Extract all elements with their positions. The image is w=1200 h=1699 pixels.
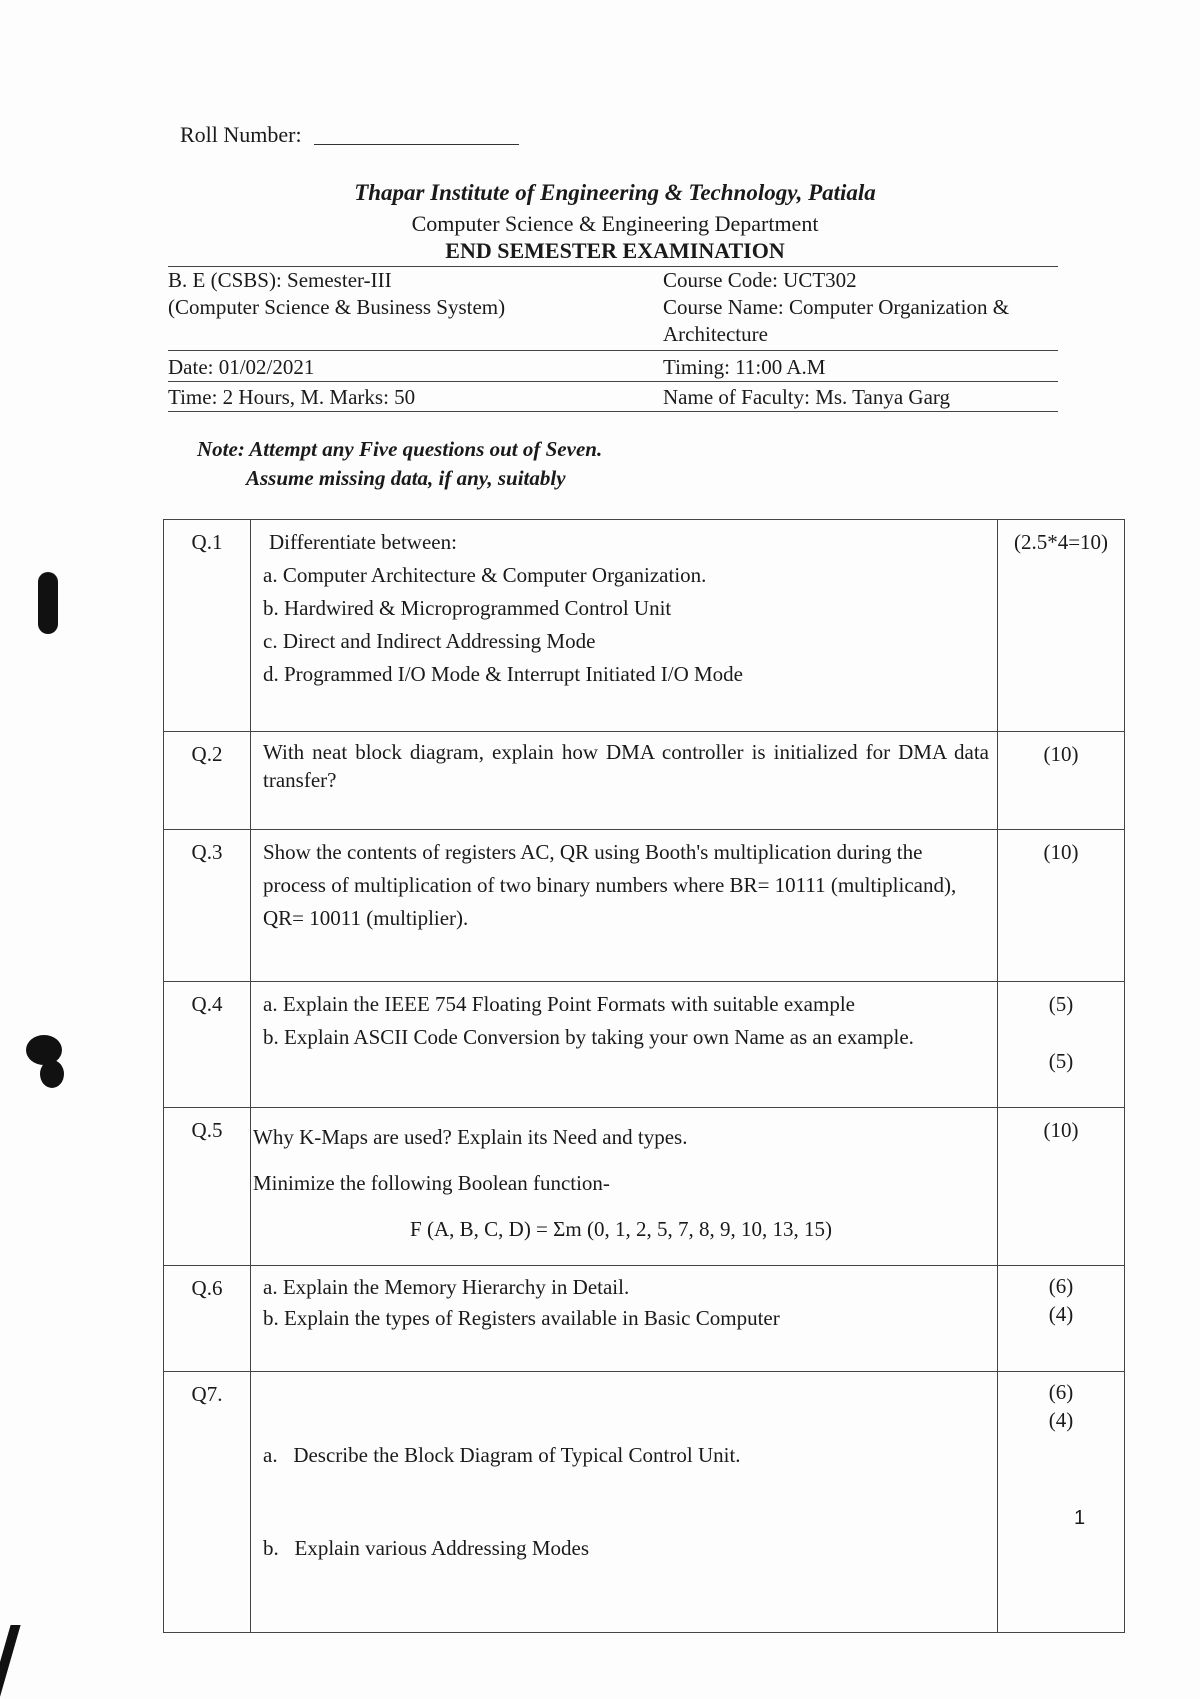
question-row xyxy=(164,1372,1125,1633)
roll-number-label: Roll Number: xyxy=(180,122,302,147)
question-text xyxy=(251,732,998,830)
institute-name: Thapar Institute of Engineering & Technology, Patiala xyxy=(354,180,876,205)
question-line: c. Direct and Indirect Addressing Mode xyxy=(263,629,596,653)
question-number: Q.6 xyxy=(164,1266,251,1372)
roll-number-field xyxy=(180,122,519,148)
scan-smudge xyxy=(38,572,58,634)
questions-table xyxy=(163,519,1125,1633)
question-line: b. Explain various Addressing Modes xyxy=(263,1536,590,1560)
question-marks xyxy=(998,1266,1125,1372)
scan-smudge xyxy=(40,1060,64,1088)
question-line: d. Programmed I/O Mode & Interrupt Initiated I/O Mode xyxy=(263,662,743,686)
question-marks: (10) xyxy=(998,732,1125,830)
marks-part-b: (5) xyxy=(1048,1049,1074,1073)
question-text xyxy=(251,520,998,732)
course-code: Course Code: UCT302 xyxy=(663,267,1058,295)
question-text xyxy=(251,830,998,982)
time-and-marks: Time: 2 Hours, M. Marks: 50 xyxy=(168,382,663,412)
question-number: Q.3 xyxy=(164,830,251,982)
exam-date: Date: 01/02/2021 xyxy=(168,351,663,382)
question-number: Q.4 xyxy=(164,982,251,1108)
question-line: Why K-Maps are used? Explain its Need and types. xyxy=(253,1125,688,1149)
boolean-function: F (A, B, C, D) = Σm (0, 1, 2, 5, 7, 8, 9, 10, 13, 15) xyxy=(410,1217,832,1241)
question-line: a. Computer Architecture & Computer Organization. xyxy=(263,563,707,587)
question-number: Q.2 xyxy=(164,732,251,830)
question-line: b. Explain the types of Registers available in Basic Computer xyxy=(263,1306,780,1330)
marks-part-b: (4) xyxy=(1048,1302,1074,1326)
page-number: 1 xyxy=(1074,1507,1086,1529)
question-row xyxy=(164,732,1125,830)
question-line: b. Explain ASCII Code Conversion by taking your own Name as an example. xyxy=(263,1025,914,1049)
question-line: a. Describe the Block Diagram of Typical Control Unit. xyxy=(263,1443,741,1467)
question-line: b. Hardwired & Microprogrammed Control Unit xyxy=(263,596,672,620)
question-line: Show the contents of registers AC, QR using Booth's multiplication during the process of multiplication of two binary numbers where BR= 10111 (multiplicand), QR= 10011 (multiplier). xyxy=(263,840,957,930)
course-name: Course Name: Computer Organization & Architecture xyxy=(663,294,1058,351)
exam-title: END SEMESTER EXAMINATION xyxy=(445,238,785,263)
marks-part-b: (4) xyxy=(1048,1408,1074,1432)
question-marks xyxy=(998,1372,1125,1633)
question-text xyxy=(251,1108,998,1266)
exam-info-table xyxy=(168,266,1058,412)
question-row xyxy=(164,520,1125,732)
program-full: (Computer Science & Business System) xyxy=(168,294,663,351)
marks-part-a: (5) xyxy=(1048,992,1074,1016)
question-text xyxy=(251,982,998,1108)
note-line-1: Note: Attempt any Five questions out of Seven. xyxy=(197,437,603,461)
question-line: Minimize the following Boolean function- xyxy=(253,1171,610,1195)
question-number: Q7. xyxy=(164,1372,251,1633)
question-line: With neat block diagram, explain how DMA controller is initialized for DMA data transfer? xyxy=(263,740,989,792)
marks-part-a: (6) xyxy=(1048,1380,1074,1404)
question-number: Q.1 xyxy=(164,520,251,732)
question-text xyxy=(251,1372,998,1633)
exam-timing: Timing: 11:00 A.M xyxy=(663,351,1058,382)
roll-number-blank xyxy=(314,144,519,145)
faculty-name: Name of Faculty: Ms. Tanya Garg xyxy=(663,382,1058,412)
question-marks: (10) xyxy=(998,1108,1125,1266)
question-line: Differentiate between: xyxy=(269,530,457,554)
question-text xyxy=(251,1266,998,1372)
scan-edge-mark xyxy=(0,1625,21,1699)
question-marks: (2.5*4=10) xyxy=(998,520,1125,732)
question-row xyxy=(164,1266,1125,1372)
question-marks: (10) xyxy=(998,830,1125,982)
marks-part-a: (6) xyxy=(1048,1274,1074,1298)
note-line-2: Assume missing data, if any, suitably xyxy=(246,466,566,490)
question-line: a. Explain the Memory Hierarchy in Detail. xyxy=(263,1275,630,1299)
question-line: a. Explain the IEEE 754 Floating Point Formats with suitable example xyxy=(263,992,855,1016)
question-marks xyxy=(998,982,1125,1108)
program: B. E (CSBS): Semester-III xyxy=(168,267,663,295)
question-number: Q.5 xyxy=(164,1108,251,1266)
question-row xyxy=(164,830,1125,982)
question-row xyxy=(164,982,1125,1108)
department-name: Computer Science & Engineering Department xyxy=(411,211,819,236)
question-row xyxy=(164,1108,1125,1266)
